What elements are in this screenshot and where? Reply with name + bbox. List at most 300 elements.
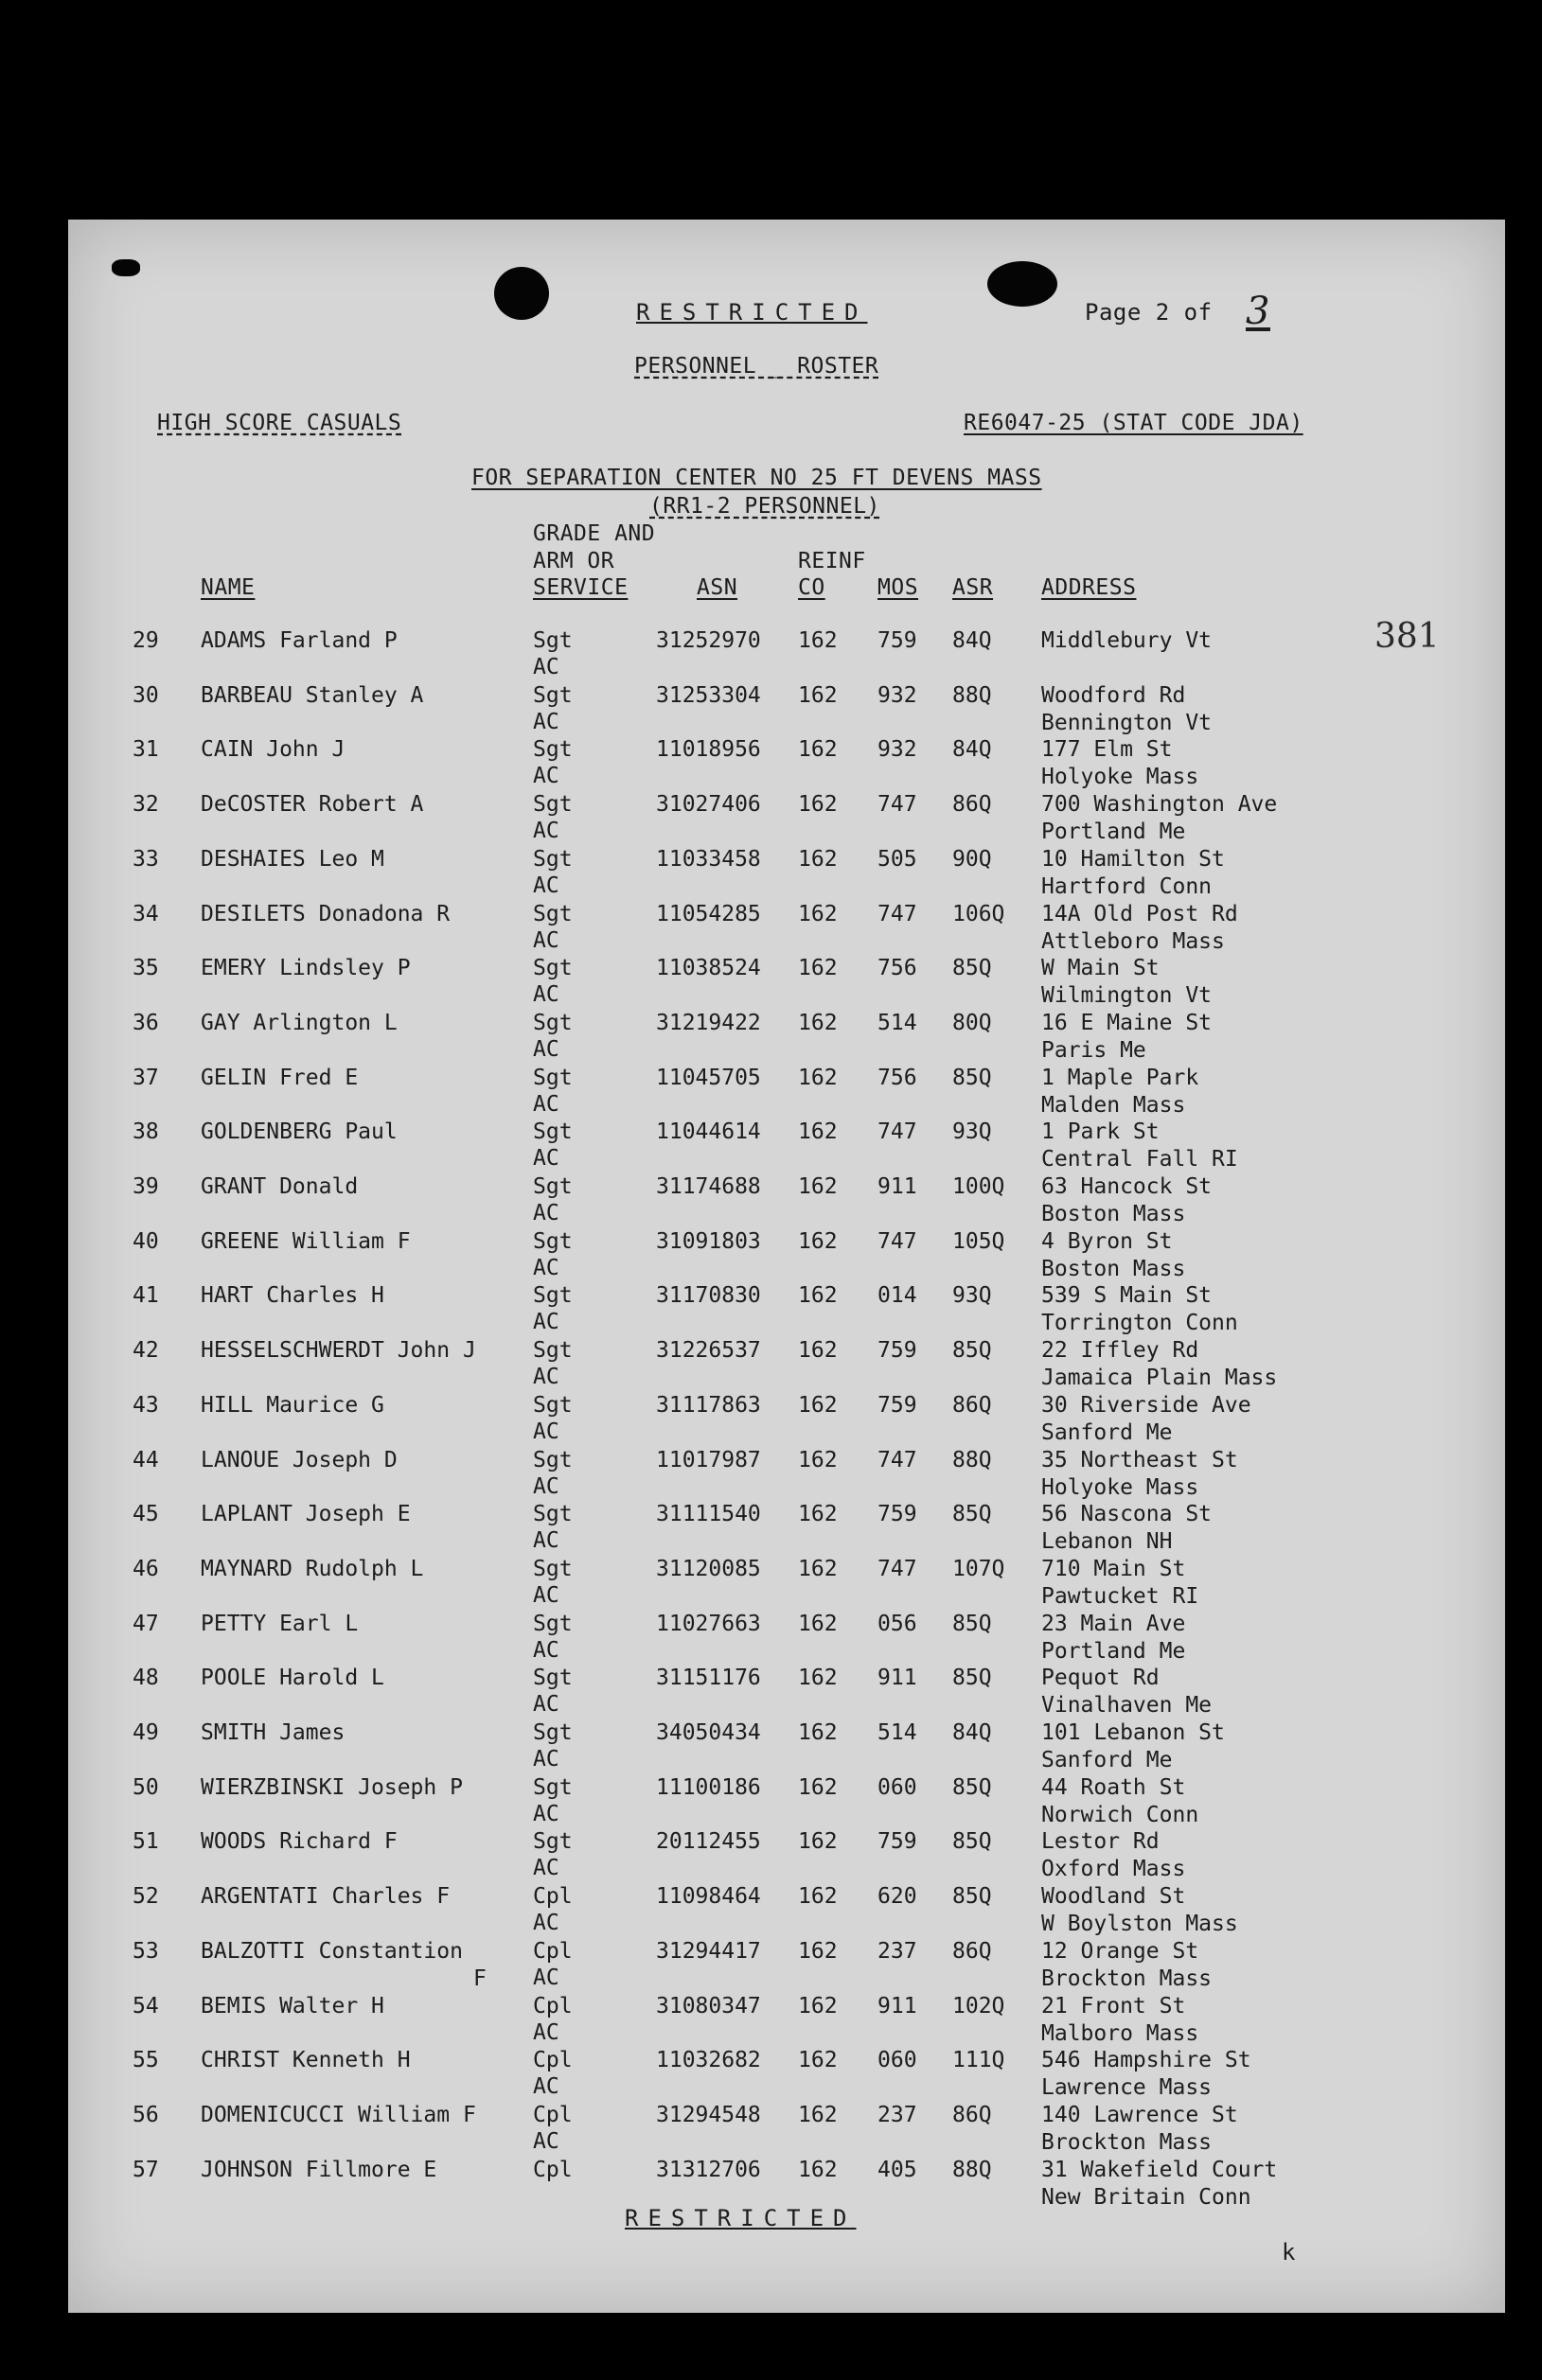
row-mos: 514 — [877, 1010, 917, 1035]
col-asn: ASN — [697, 575, 738, 600]
row-mos: 759 — [877, 1392, 917, 1418]
row-number: 40 — [133, 1228, 159, 1254]
row-asn: 31080347 — [656, 1993, 761, 2019]
row-name: LANOUE Joseph D — [201, 1447, 398, 1472]
row-asr: 80Q — [952, 1010, 992, 1035]
row-mos: 932 — [877, 682, 917, 708]
row-co: 162 — [798, 1338, 838, 1364]
row-asr: 86Q — [952, 1938, 992, 1964]
row-grade: Sgt — [533, 956, 573, 981]
row-asr: 86Q — [952, 792, 992, 818]
row-asn: 31027406 — [656, 792, 761, 818]
table-row — [0, 1775, 1542, 1830]
row-asr: 85Q — [952, 956, 992, 981]
row-address-line1: Lestor Rd — [1041, 1829, 1160, 1855]
high-score-title: HIGH SCORE CASUALS — [157, 411, 402, 435]
col-co: CO — [798, 575, 825, 600]
row-grade: Cpl — [533, 2157, 573, 2182]
row-asr: 84Q — [952, 628, 992, 653]
personnel-line: (RR1-2 PERSONNEL) — [649, 494, 880, 519]
row-arm: AC — [533, 873, 559, 898]
table-row — [0, 1011, 1542, 1066]
row-name: ADAMS Farland P — [201, 628, 398, 653]
row-asn: 31151176 — [656, 1666, 761, 1691]
row-address-line2: Boston Mass — [1041, 1256, 1186, 1281]
row-address-line1: 21 Front St — [1041, 1993, 1186, 2019]
row-co: 162 — [798, 628, 838, 653]
margin-number: 381 — [1374, 617, 1440, 656]
row-arm: AC — [533, 1146, 559, 1172]
row-asr: 111Q — [952, 2048, 1005, 2073]
row-co: 162 — [798, 1447, 838, 1472]
row-mos: 237 — [877, 1938, 917, 1964]
row-mos: 620 — [877, 1884, 917, 1910]
row-mos: 747 — [877, 792, 917, 818]
table-row — [0, 1557, 1542, 1612]
table-row — [0, 956, 1542, 1011]
row-number: 44 — [133, 1447, 159, 1472]
row-name: HART Charles H — [201, 1283, 384, 1309]
row-number: 31 — [133, 737, 159, 763]
row-grade: Sgt — [533, 1447, 573, 1472]
row-asr: 90Q — [952, 846, 992, 872]
row-name: CHRIST Kenneth H — [201, 2048, 411, 2073]
row-name: GRANT Donald — [201, 1174, 359, 1199]
page-total: 3 — [1246, 290, 1270, 333]
row-address-line1: 140 Lawrence St — [1041, 2102, 1238, 2127]
table-row — [0, 847, 1542, 902]
row-number: 53 — [133, 1938, 159, 1964]
row-asr: 100Q — [952, 1174, 1005, 1199]
row-address-line2: Pawtucket RI — [1041, 1583, 1199, 1609]
row-address-line1: Woodford Rd — [1041, 682, 1186, 708]
row-asn: 31170830 — [656, 1283, 761, 1309]
row-name: DeCOSTER Robert A — [201, 792, 424, 818]
row-grade: Sgt — [533, 846, 573, 872]
restricted-footer: RESTRICTED — [625, 2205, 857, 2231]
restricted-header: RESTRICTED — [636, 299, 868, 326]
row-address-line1: 22 Iffley Rd — [1041, 1338, 1199, 1364]
row-mos: 747 — [877, 901, 917, 926]
table-row — [0, 1229, 1542, 1284]
row-asn: 20112455 — [656, 1829, 761, 1855]
row-co: 162 — [798, 1065, 838, 1090]
row-address-line2: Norwich Conn — [1041, 1802, 1199, 1827]
row-address-line1: 35 Northeast St — [1041, 1447, 1238, 1472]
col-address: ADDRESS — [1041, 575, 1137, 600]
row-address-line2: Wilmington Vt — [1041, 983, 1213, 1009]
footer-initial: k — [1282, 2239, 1296, 2265]
row-name: DESILETS Donadona R — [201, 901, 451, 926]
row-grade: Cpl — [533, 1938, 573, 1964]
row-address-line1: 44 Roath St — [1041, 1774, 1186, 1800]
table-row — [0, 1829, 1542, 1884]
row-asr: 107Q — [952, 1556, 1005, 1581]
row-address-line1: 10 Hamilton St — [1041, 846, 1225, 872]
row-co: 162 — [798, 1392, 838, 1418]
row-address-line1: 1 Park St — [1041, 1119, 1160, 1145]
row-arm: AC — [533, 655, 559, 679]
row-asn: 11044614 — [656, 1119, 761, 1145]
row-address-line2: Sanford Me — [1041, 1419, 1173, 1445]
row-mos: 759 — [877, 1502, 917, 1527]
row-arm: AC — [533, 709, 559, 734]
row-asr: 84Q — [952, 737, 992, 763]
row-address-line1: 30 Riverside Ave — [1041, 1392, 1251, 1418]
row-co: 162 — [798, 737, 838, 763]
row-arm: AC — [533, 1911, 559, 1936]
row-arm: AC — [533, 1637, 559, 1663]
row-name: WOODS Richard F — [201, 1829, 398, 1855]
row-asr: 85Q — [952, 1829, 992, 1855]
row-arm: AC — [533, 2128, 559, 2154]
row-co: 162 — [798, 2102, 838, 2127]
row-arm: AC — [533, 1310, 559, 1335]
row-name: GAY Arlington L — [201, 1010, 398, 1035]
row-number: 49 — [133, 1720, 159, 1745]
row-address-line1: 177 Elm St — [1041, 737, 1173, 763]
row-co: 162 — [798, 1884, 838, 1910]
row-arm: AC — [533, 2019, 559, 2045]
row-name: ARGENTATI Charles F — [201, 1884, 451, 1910]
row-name: DESHAIES Leo M — [201, 846, 384, 872]
row-number: 42 — [133, 1338, 159, 1364]
row-grade: Sgt — [533, 1228, 573, 1254]
row-name: POOLE Harold L — [201, 1666, 384, 1691]
row-grade: Sgt — [533, 628, 573, 653]
row-arm: AC — [533, 1201, 559, 1225]
row-number: 30 — [133, 682, 159, 708]
row-co: 162 — [798, 2048, 838, 2073]
row-number: 37 — [133, 1065, 159, 1090]
row-address-line2: Brockton Mass — [1041, 2129, 1213, 2155]
col-mos: MOS — [877, 575, 919, 600]
row-mos: 756 — [877, 1065, 917, 1090]
row-number: 41 — [133, 1283, 159, 1309]
row-asr: 85Q — [952, 1884, 992, 1910]
row-asn: 11098464 — [656, 1884, 761, 1910]
row-asr: 106Q — [952, 901, 1005, 926]
row-arm: AC — [533, 982, 559, 1008]
row-grade: Cpl — [533, 2102, 573, 2127]
row-asn: 31120085 — [656, 1556, 761, 1581]
row-asn: 31253304 — [656, 682, 761, 708]
row-address-line2: Jamaica Plain Mass — [1041, 1366, 1278, 1391]
row-arm: AC — [533, 1255, 559, 1280]
row-mos: 911 — [877, 1174, 917, 1199]
row-mos: 014 — [877, 1283, 917, 1309]
row-mos: 060 — [877, 1774, 917, 1800]
row-address-line2: New Britain Conn — [1041, 2184, 1251, 2210]
row-arm: AC — [533, 1856, 559, 1881]
row-address-line2: Malboro Mass — [1041, 2020, 1199, 2046]
row-arm: AC — [533, 1692, 559, 1718]
row-address-line2: Bennington Vt — [1041, 710, 1213, 735]
row-co: 162 — [798, 1666, 838, 1691]
row-address-line1: 31 Wakefield Court — [1041, 2157, 1278, 2182]
table-row — [0, 1283, 1542, 1338]
row-arm: AC — [533, 819, 559, 844]
table-row — [0, 1666, 1542, 1720]
row-mos: 747 — [877, 1556, 917, 1581]
row-address-line2: Brockton Mass — [1041, 1966, 1213, 1991]
row-mos: 759 — [877, 1829, 917, 1855]
row-asn: 31226537 — [656, 1338, 761, 1364]
row-address-line1: 4 Byron St — [1041, 1228, 1173, 1254]
row-number: 45 — [133, 1502, 159, 1527]
row-number: 29 — [133, 628, 159, 653]
row-number: 51 — [133, 1829, 159, 1855]
row-name: LAPLANT Joseph E — [201, 1502, 411, 1527]
row-name-cont: F — [473, 1966, 487, 1991]
row-grade: Sgt — [533, 1174, 573, 1199]
row-number: 55 — [133, 2048, 159, 2073]
row-asr: 85Q — [952, 1666, 992, 1691]
table-row — [0, 2103, 1542, 2158]
row-grade: Cpl — [533, 1993, 573, 2019]
row-mos: 060 — [877, 2048, 917, 2073]
row-address-line1: Middlebury Vt — [1041, 628, 1213, 653]
row-address-line1: 14A Old Post Rd — [1041, 901, 1238, 926]
row-asr: 86Q — [952, 1392, 992, 1418]
row-co: 162 — [798, 1010, 838, 1035]
row-asn: 11033458 — [656, 846, 761, 872]
row-grade: Sgt — [533, 737, 573, 763]
row-address-line1: 16 E Maine St — [1041, 1010, 1213, 1035]
roster-title: PERSONNEL _ ROSTER — [634, 354, 879, 379]
row-grade: Sgt — [533, 1119, 573, 1145]
stat-code: RE6047-25 (STAT CODE JDA) — [964, 411, 1303, 435]
table-row — [0, 628, 1542, 683]
row-arm: AC — [533, 764, 559, 789]
row-asr: 93Q — [952, 1119, 992, 1145]
table-row — [0, 792, 1542, 847]
table-row — [0, 1502, 1542, 1557]
table-row — [0, 1720, 1542, 1775]
table-row — [0, 1448, 1542, 1503]
row-co: 162 — [798, 846, 838, 872]
row-arm: AC — [533, 1365, 559, 1390]
row-grade: Sgt — [533, 1774, 573, 1800]
row-number: 46 — [133, 1556, 159, 1581]
row-mos: 911 — [877, 1993, 917, 2019]
row-asn: 31111540 — [656, 1502, 761, 1527]
col-grade-line1: GRADE AND — [533, 521, 656, 546]
row-co: 162 — [798, 1119, 838, 1145]
row-address-line2: Lawrence Mass — [1041, 2075, 1213, 2101]
row-asr: 93Q — [952, 1283, 992, 1309]
row-asr: 85Q — [952, 1774, 992, 1800]
row-mos: 056 — [877, 1611, 917, 1636]
row-address-line2: Boston Mass — [1041, 1202, 1186, 1226]
row-grade: Sgt — [533, 1065, 573, 1090]
row-asr: 85Q — [952, 1065, 992, 1090]
row-address-line2: W Boylston Mass — [1041, 1912, 1238, 1937]
row-arm: AC — [533, 927, 559, 953]
row-arm: AC — [533, 1419, 559, 1444]
row-asn: 31294548 — [656, 2102, 761, 2127]
row-number: 47 — [133, 1611, 159, 1636]
table-row — [0, 737, 1542, 792]
row-address-line2: Paris Me — [1041, 1037, 1146, 1063]
row-asn: 11100186 — [656, 1774, 761, 1800]
row-mos: 759 — [877, 628, 917, 653]
row-name: EMERY Lindsley P — [201, 956, 411, 981]
row-asn: 31219422 — [656, 1010, 761, 1035]
row-asn: 31091803 — [656, 1228, 761, 1254]
col-service: SERVICE — [533, 575, 629, 600]
table-row — [0, 683, 1542, 738]
row-grade: Sgt — [533, 1611, 573, 1636]
row-asn: 31252970 — [656, 628, 761, 653]
row-asn: 31174688 — [656, 1174, 761, 1199]
row-asn: 11045705 — [656, 1065, 761, 1090]
row-co: 162 — [798, 1283, 838, 1309]
row-name: BALZOTTI Constantion — [201, 1938, 463, 1964]
row-number: 57 — [133, 2157, 159, 2182]
row-grade: Cpl — [533, 1884, 573, 1910]
row-address-line1: 12 Orange St — [1041, 1938, 1199, 1964]
row-number: 52 — [133, 1884, 159, 1910]
row-co: 162 — [798, 1938, 838, 1964]
row-grade: Cpl — [533, 2048, 573, 2073]
row-co: 162 — [798, 1228, 838, 1254]
row-mos: 747 — [877, 1447, 917, 1472]
row-address-line1: 23 Main Ave — [1041, 1611, 1186, 1636]
row-number: 43 — [133, 1392, 159, 1418]
row-co: 162 — [798, 1829, 838, 1855]
row-number: 48 — [133, 1666, 159, 1691]
row-address-line1: 710 Main St — [1041, 1556, 1186, 1581]
row-co: 162 — [798, 956, 838, 981]
row-arm: AC — [533, 1965, 559, 1990]
row-address-line1: 539 S Main St — [1041, 1283, 1213, 1309]
row-asn: 11038524 — [656, 956, 761, 981]
row-asr: 85Q — [952, 1611, 992, 1636]
row-address-line2: Portland Me — [1041, 1638, 1186, 1664]
row-address-line2: Hartford Conn — [1041, 873, 1213, 899]
row-asn: 11027663 — [656, 1611, 761, 1636]
row-co: 162 — [798, 682, 838, 708]
row-name: BARBEAU Stanley A — [201, 682, 424, 708]
row-arm: AC — [533, 1091, 559, 1117]
row-grade: Sgt — [533, 1666, 573, 1691]
row-mos: 747 — [877, 1119, 917, 1145]
row-co: 162 — [798, 1174, 838, 1199]
row-name: BEMIS Walter H — [201, 1993, 384, 2019]
row-name: PETTY Earl L — [201, 1611, 359, 1636]
row-number: 50 — [133, 1774, 159, 1800]
row-asn: 11018956 — [656, 737, 761, 763]
row-grade: Sgt — [533, 1338, 573, 1364]
row-address-line2: Holyoke Mass — [1041, 765, 1199, 790]
row-co: 162 — [798, 792, 838, 818]
row-co: 162 — [798, 1611, 838, 1636]
row-co: 162 — [798, 2157, 838, 2182]
table-row — [0, 2048, 1542, 2103]
table-row — [0, 1119, 1542, 1174]
row-grade: Sgt — [533, 792, 573, 818]
row-address-line1: 101 Lebanon St — [1041, 1720, 1225, 1745]
row-arm: AC — [533, 2074, 559, 2100]
row-mos: 756 — [877, 956, 917, 981]
row-number: 34 — [133, 901, 159, 926]
row-address-line1: W Main St — [1041, 956, 1160, 981]
row-address-line1: 1 Maple Park — [1041, 1065, 1199, 1090]
row-address-line1: 700 Washington Ave — [1041, 792, 1278, 818]
page-label: Page 2 of — [1085, 299, 1213, 326]
row-asr: 84Q — [952, 1720, 992, 1745]
row-address-line2: Central Fall RI — [1041, 1147, 1238, 1172]
row-co: 162 — [798, 901, 838, 926]
row-co: 162 — [798, 1556, 838, 1581]
col-name: NAME — [201, 575, 256, 600]
table-row — [0, 1939, 1542, 1994]
row-mos: 911 — [877, 1666, 917, 1691]
row-grade: Sgt — [533, 1502, 573, 1527]
row-co: 162 — [798, 1774, 838, 1800]
row-asr: 85Q — [952, 1338, 992, 1364]
col-grade-line2: ARM OR — [533, 549, 615, 573]
row-asn: 31294417 — [656, 1938, 761, 1964]
row-grade: Sgt — [533, 1010, 573, 1035]
table-row — [0, 2158, 1542, 2213]
row-asn: 11032682 — [656, 2048, 761, 2073]
row-asn: 34050434 — [656, 1720, 761, 1745]
row-number: 36 — [133, 1010, 159, 1035]
row-arm: AC — [533, 1528, 559, 1554]
row-grade: Sgt — [533, 1392, 573, 1418]
row-arm: AC — [533, 1036, 559, 1062]
table-row — [0, 1338, 1542, 1393]
row-asr: 86Q — [952, 2102, 992, 2127]
row-name: DOMENICUCCI William F — [201, 2102, 476, 2127]
table-row — [0, 1393, 1542, 1448]
row-arm: AC — [533, 1582, 559, 1608]
col-reinf: REINF — [798, 549, 866, 573]
row-co: 162 — [798, 1993, 838, 2019]
table-row — [0, 1612, 1542, 1666]
row-address-line2: Sanford Me — [1041, 1748, 1173, 1772]
row-mos: 405 — [877, 2157, 917, 2182]
row-asr: 88Q — [952, 2157, 992, 2182]
row-address-line2: Torrington Conn — [1041, 1311, 1238, 1336]
row-asn: 11054285 — [656, 901, 761, 926]
row-address-line2: Lebanon NH — [1041, 1529, 1173, 1555]
row-address-line1: Pequot Rd — [1041, 1666, 1160, 1691]
row-name: GELIN Fred E — [201, 1065, 359, 1090]
row-name: MAYNARD Rudolph L — [201, 1556, 424, 1581]
row-mos: 505 — [877, 846, 917, 872]
row-name: CAIN John J — [201, 737, 346, 763]
row-number: 32 — [133, 792, 159, 818]
row-co: 162 — [798, 1502, 838, 1527]
row-asr: 88Q — [952, 682, 992, 708]
row-asr: 102Q — [952, 1993, 1005, 2019]
row-name: JOHNSON Fillmore E — [201, 2157, 437, 2182]
row-asr: 105Q — [952, 1228, 1005, 1254]
table-row — [0, 1174, 1542, 1229]
row-mos: 759 — [877, 1338, 917, 1364]
row-name: WIERZBINSKI Joseph P — [201, 1774, 463, 1800]
row-address-line1: Woodland St — [1041, 1884, 1186, 1910]
row-grade: Sgt — [533, 1720, 573, 1745]
table-row — [0, 1884, 1542, 1939]
row-name: GOLDENBERG Paul — [201, 1119, 398, 1145]
row-name: HILL Maurice G — [201, 1392, 384, 1418]
row-address-line2: Attleboro Mass — [1041, 928, 1225, 954]
row-arm: AC — [533, 1747, 559, 1772]
